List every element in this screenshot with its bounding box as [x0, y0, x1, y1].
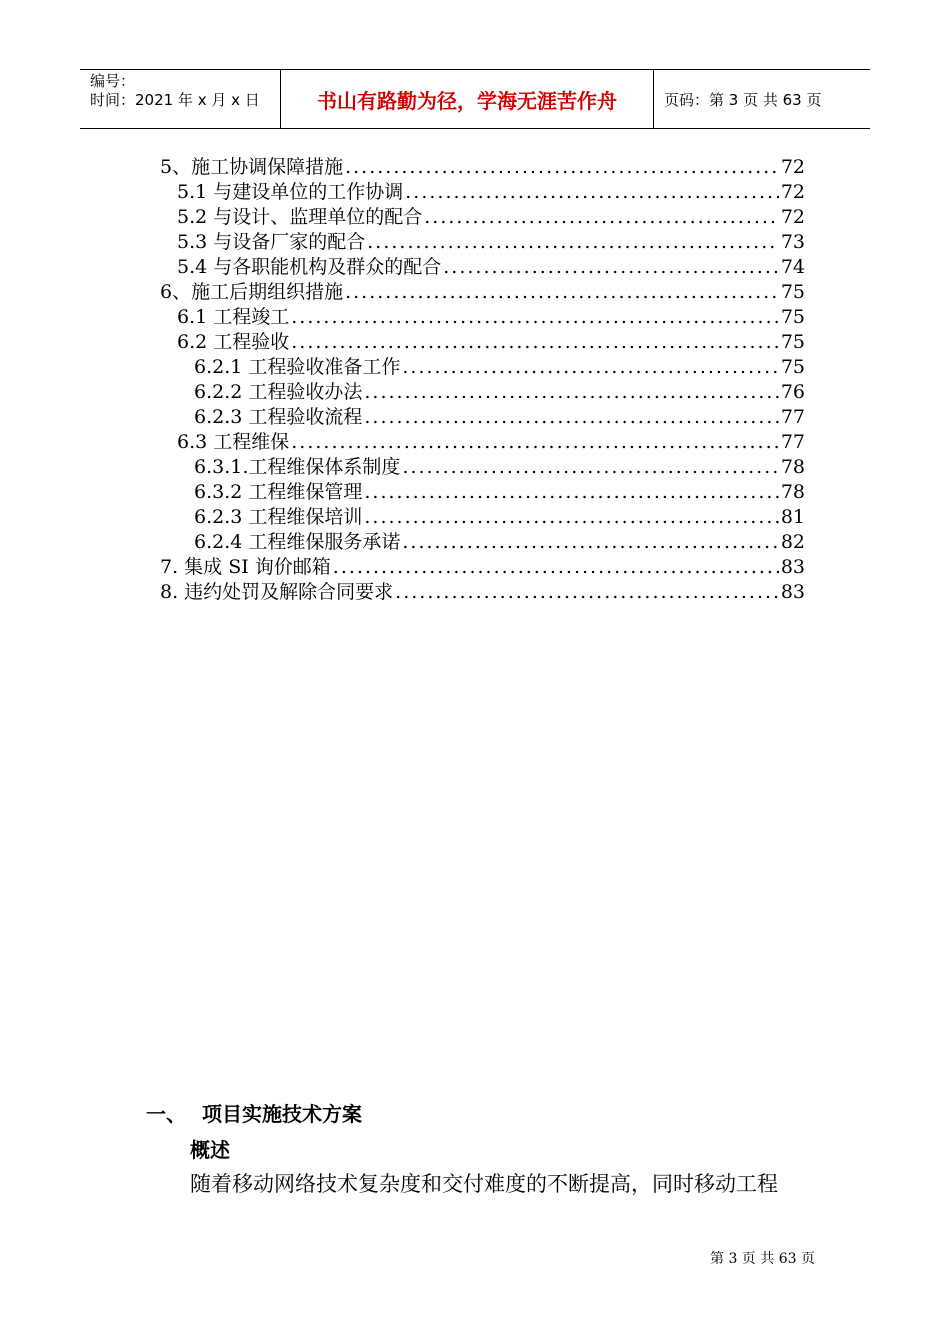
toc-entry[interactable]: [160, 555, 805, 580]
toc-entry[interactable]: [160, 530, 805, 555]
toc-entry-page: 83: [780, 581, 805, 603]
body-paragraph: 随着移动网络技术复杂度和交付难度的不断提高，同时移动工程: [190, 1172, 778, 1196]
toc-dot-leader: [402, 455, 778, 480]
toc-entry-title: 6.1 工程竣工: [177, 306, 290, 328]
toc-dot-leader: [345, 155, 779, 180]
toc-dot-leader: [364, 505, 778, 530]
toc-entry[interactable]: [160, 380, 805, 405]
toc-dot-leader: [367, 230, 779, 255]
toc-entry-page: 72: [780, 156, 805, 178]
toc-entry-title: 5.1 与建设单位的工作协调: [177, 181, 404, 203]
toc-dot-leader: [291, 305, 779, 330]
toc-entry-page: 75: [780, 281, 805, 303]
toc-entry[interactable]: [160, 405, 805, 430]
toc-entry-page: 78: [780, 456, 805, 478]
toc-entry-page: 77: [780, 406, 805, 428]
toc-dot-leader: [364, 480, 778, 505]
toc-entry-title: 5、施工协调保障措施: [160, 156, 344, 178]
toc-dot-leader: [345, 280, 779, 305]
toc-entry[interactable]: [160, 205, 805, 230]
document-number-label: 编号：: [90, 72, 136, 90]
toc-entry-title: 6.2.2 工程验收办法: [194, 381, 363, 403]
toc-dot-leader: [405, 180, 779, 205]
toc-entry-title: 7. 集成 SI 询价邮箱: [160, 556, 331, 578]
toc-entry-page: 81: [780, 506, 805, 528]
toc-entry-title: 6.2.3 工程验收流程: [194, 406, 363, 428]
toc-entry-title: 5.4 与各职能机构及群众的配合: [177, 256, 442, 278]
toc-entry-page: 75: [780, 331, 805, 353]
toc-dot-leader: [364, 380, 778, 405]
toc-dot-leader: [364, 405, 778, 430]
toc-dot-leader: [443, 255, 779, 280]
toc-entry-page: 73: [780, 231, 805, 253]
toc-entry-title: 6.3.2 工程维保管理: [194, 481, 363, 503]
toc-entry-page: 77: [780, 431, 805, 453]
section-heading: [146, 1098, 362, 1127]
toc-entry-page: 75: [780, 306, 805, 328]
toc-entry-page: 72: [780, 181, 805, 203]
toc-entry-page: 72: [780, 206, 805, 228]
toc-entry[interactable]: [160, 330, 805, 355]
toc-entry[interactable]: [160, 180, 805, 205]
toc-entry[interactable]: [160, 455, 805, 480]
section-number: 一、: [146, 1102, 186, 1126]
toc-dot-leader: [395, 580, 779, 605]
table-of-contents: [160, 155, 805, 605]
toc-entry-title: 5.2 与设计、监理单位的配合: [177, 206, 423, 228]
document-date-label: 时间：2021 年 x 月 x 日: [90, 91, 260, 109]
toc-entry-title: 8. 违约处罚及解除合同要求: [160, 581, 394, 603]
subsection-heading: 概述: [190, 1138, 230, 1162]
toc-entry-page: 78: [780, 481, 805, 503]
toc-entry-title: 6.2 工程验收: [177, 331, 290, 353]
toc-entry[interactable]: [160, 480, 805, 505]
toc-entry-page: 75: [780, 356, 805, 378]
toc-entry-title: 6.3 工程维保: [177, 431, 290, 453]
toc-entry[interactable]: [160, 255, 805, 280]
toc-dot-leader: [424, 205, 779, 230]
toc-entry[interactable]: [160, 505, 805, 530]
toc-entry[interactable]: [160, 230, 805, 255]
toc-entry-page: 82: [780, 531, 805, 553]
toc-entry-title: 6.2.3 工程维保培训: [194, 506, 363, 528]
toc-dot-leader: [333, 555, 779, 580]
toc-dot-leader: [402, 530, 778, 555]
toc-entry[interactable]: [160, 580, 805, 605]
toc-entry-title: 6、施工后期组织措施: [160, 281, 344, 303]
toc-dot-leader: [291, 430, 779, 455]
toc-entry-title: 6.2.4 工程维保服务承诺: [194, 531, 401, 553]
header-motto: 书山有路勤为径，学海无涯苦作舟: [281, 70, 654, 128]
toc-entry[interactable]: [160, 155, 805, 180]
toc-dot-leader: [291, 330, 779, 355]
toc-dot-leader: [402, 355, 778, 380]
toc-entry-title: 5.3 与设备厂家的配合: [177, 231, 366, 253]
section-title: 项目实施技术方案: [202, 1102, 362, 1126]
header-page-info: 页码：第 3 页 共 63 页: [664, 90, 822, 109]
toc-entry[interactable]: [160, 305, 805, 330]
page-footer: 第 3 页 共 63 页: [710, 1251, 815, 1267]
toc-entry-page: 83: [780, 556, 805, 578]
toc-entry-page: 74: [780, 256, 805, 278]
toc-entry[interactable]: [160, 280, 805, 305]
page-header: [80, 69, 870, 129]
header-meta: [80, 70, 281, 128]
toc-entry[interactable]: [160, 355, 805, 380]
toc-entry-page: 76: [780, 381, 805, 403]
toc-entry-title: 6.2.1 工程验收准备工作: [194, 356, 401, 378]
toc-entry-title: 6.3.1.工程维保体系制度: [194, 456, 401, 478]
toc-entry[interactable]: [160, 430, 805, 455]
